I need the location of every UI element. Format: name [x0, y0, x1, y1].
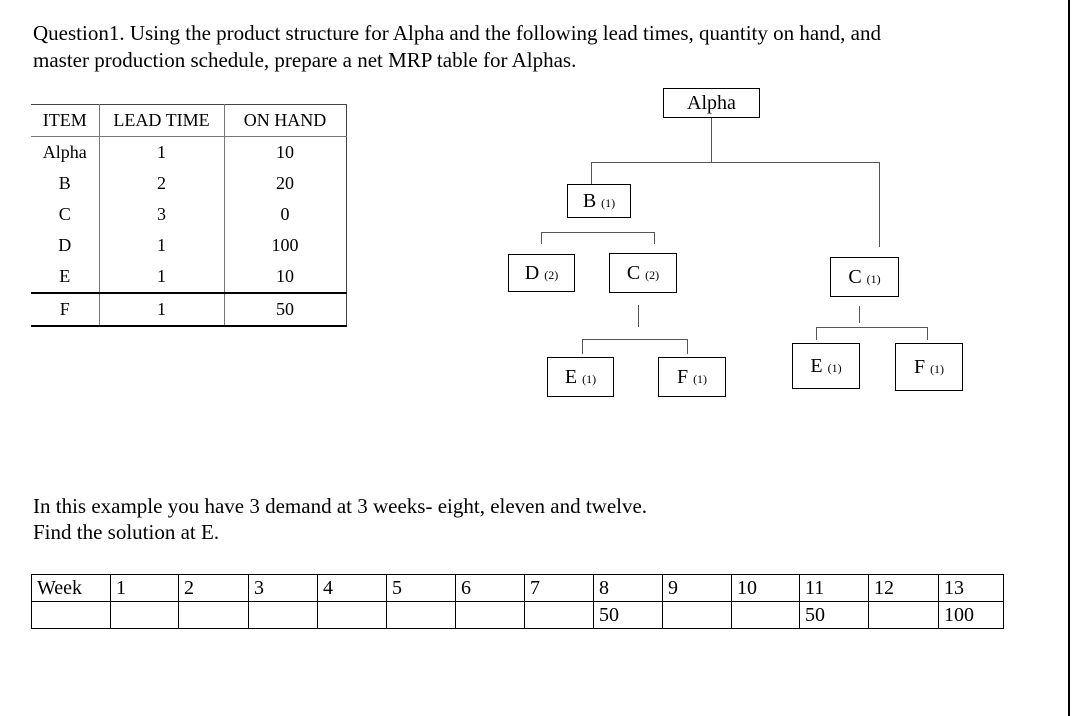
node-alpha	[663, 88, 760, 118]
table-row	[31, 199, 346, 230]
item-cell: D	[31, 230, 99, 261]
node-qty: (1)	[582, 371, 597, 386]
node-label: B	[582, 189, 597, 212]
demand-cell: 50	[594, 602, 663, 629]
node-label: F	[676, 365, 689, 388]
question-line-2: master production schedule, prepare a net MRP table for Alphas.	[33, 48, 577, 72]
item-cell: E	[31, 261, 99, 293]
connector-line	[582, 339, 688, 340]
week-number: 3	[249, 575, 318, 602]
node-qty: (1)	[866, 271, 881, 286]
week-number: 10	[732, 575, 800, 602]
node-label: E	[564, 365, 578, 388]
question-line-1: Question1. Using the product structure for Alpha and the following lead times, quantity on hand, and	[33, 21, 881, 45]
connector-line	[816, 327, 928, 328]
item-cell: F	[31, 293, 99, 326]
connector-line	[582, 339, 583, 354]
week-number: 8	[594, 575, 663, 602]
on-hand-cell: 100	[224, 230, 346, 261]
node-c-under-b	[609, 253, 677, 293]
lead-time-cell: 3	[99, 199, 224, 230]
node-label: E	[810, 354, 823, 377]
item-cell: Alpha	[31, 137, 99, 169]
on-hand-cell: 10	[224, 261, 346, 293]
node-qty: (2)	[544, 267, 559, 282]
demand-cell	[249, 602, 318, 629]
demand-row	[32, 602, 1004, 629]
connector-line	[711, 118, 712, 162]
demand-cell	[869, 602, 939, 629]
example-line-2: Find the solution at E.	[33, 520, 220, 544]
week-number: 6	[456, 575, 525, 602]
lead-time-cell: 1	[99, 293, 224, 326]
node-label: C	[626, 261, 641, 284]
node-c-under-alpha	[830, 257, 899, 297]
header-lead-time: LEAD TIME	[99, 105, 224, 137]
week-label: Week	[32, 575, 111, 602]
demand-label-cell	[32, 602, 111, 629]
week-number: 5	[387, 575, 456, 602]
week-number: 1	[111, 575, 179, 602]
question-text	[33, 20, 1033, 74]
demand-cell	[179, 602, 249, 629]
on-hand-cell: 0	[224, 199, 346, 230]
node-d	[508, 254, 575, 292]
header-on-hand: ON HAND	[224, 105, 346, 137]
node-qty: (1)	[601, 195, 616, 210]
node-qty: (1)	[930, 361, 945, 376]
connector-line	[591, 162, 592, 184]
node-label: F	[913, 355, 926, 378]
table-row	[31, 230, 346, 261]
node-label: D	[524, 261, 540, 284]
demand-cell: 100	[939, 602, 1004, 629]
lead-time-cell: 1	[99, 261, 224, 293]
demand-cell	[456, 602, 525, 629]
connector-line	[879, 162, 880, 247]
connector-line	[687, 339, 688, 354]
page-right-border	[1068, 0, 1070, 716]
week-number: 4	[318, 575, 387, 602]
demand-cell	[732, 602, 800, 629]
example-text	[33, 493, 647, 545]
node-qty: (1)	[827, 360, 842, 375]
week-number: 13	[939, 575, 1004, 602]
node-label: C	[848, 265, 862, 288]
node-qty: (1)	[693, 371, 708, 386]
connector-line	[591, 162, 880, 163]
example-line-1: In this example you have 3 demand at 3 weeks- eight, eleven and twelve.	[33, 494, 648, 518]
node-f-under-c1	[895, 343, 963, 391]
demand-cell: 50	[800, 602, 869, 629]
demand-cell	[387, 602, 456, 629]
node-qty: (2)	[645, 267, 660, 282]
week-number: 7	[525, 575, 594, 602]
week-header-row	[32, 575, 1004, 602]
demand-cell	[663, 602, 732, 629]
item-cell: C	[31, 199, 99, 230]
item-table	[31, 104, 347, 327]
connector-line	[859, 306, 860, 323]
week-number: 12	[869, 575, 939, 602]
on-hand-cell: 20	[224, 168, 346, 199]
node-e-under-c2	[547, 357, 614, 397]
week-number: 9	[663, 575, 732, 602]
table-row	[31, 137, 346, 169]
on-hand-cell: 50	[224, 293, 346, 326]
table-row	[31, 261, 346, 293]
connector-line	[654, 232, 655, 244]
item-cell: B	[31, 168, 99, 199]
lead-time-cell: 1	[99, 230, 224, 261]
connector-line	[927, 327, 928, 340]
connector-line	[541, 232, 542, 244]
node-b	[567, 184, 631, 218]
node-f-under-c2	[658, 357, 726, 397]
table-row	[31, 293, 346, 326]
header-item: ITEM	[31, 105, 99, 137]
week-number: 2	[179, 575, 249, 602]
connector-line	[541, 232, 655, 233]
lead-time-cell: 2	[99, 168, 224, 199]
node-e-under-c1	[792, 343, 860, 389]
on-hand-cell: 10	[224, 137, 346, 169]
connector-line	[816, 327, 817, 340]
demand-cell	[111, 602, 179, 629]
node-alpha-label: Alpha	[687, 91, 736, 114]
table-row	[31, 168, 346, 199]
demand-cell	[525, 602, 594, 629]
demand-cell	[318, 602, 387, 629]
item-table-header	[31, 105, 346, 137]
week-table	[31, 574, 1004, 629]
connector-line	[638, 305, 639, 327]
lead-time-cell: 1	[99, 137, 224, 169]
week-number: 11	[800, 575, 869, 602]
